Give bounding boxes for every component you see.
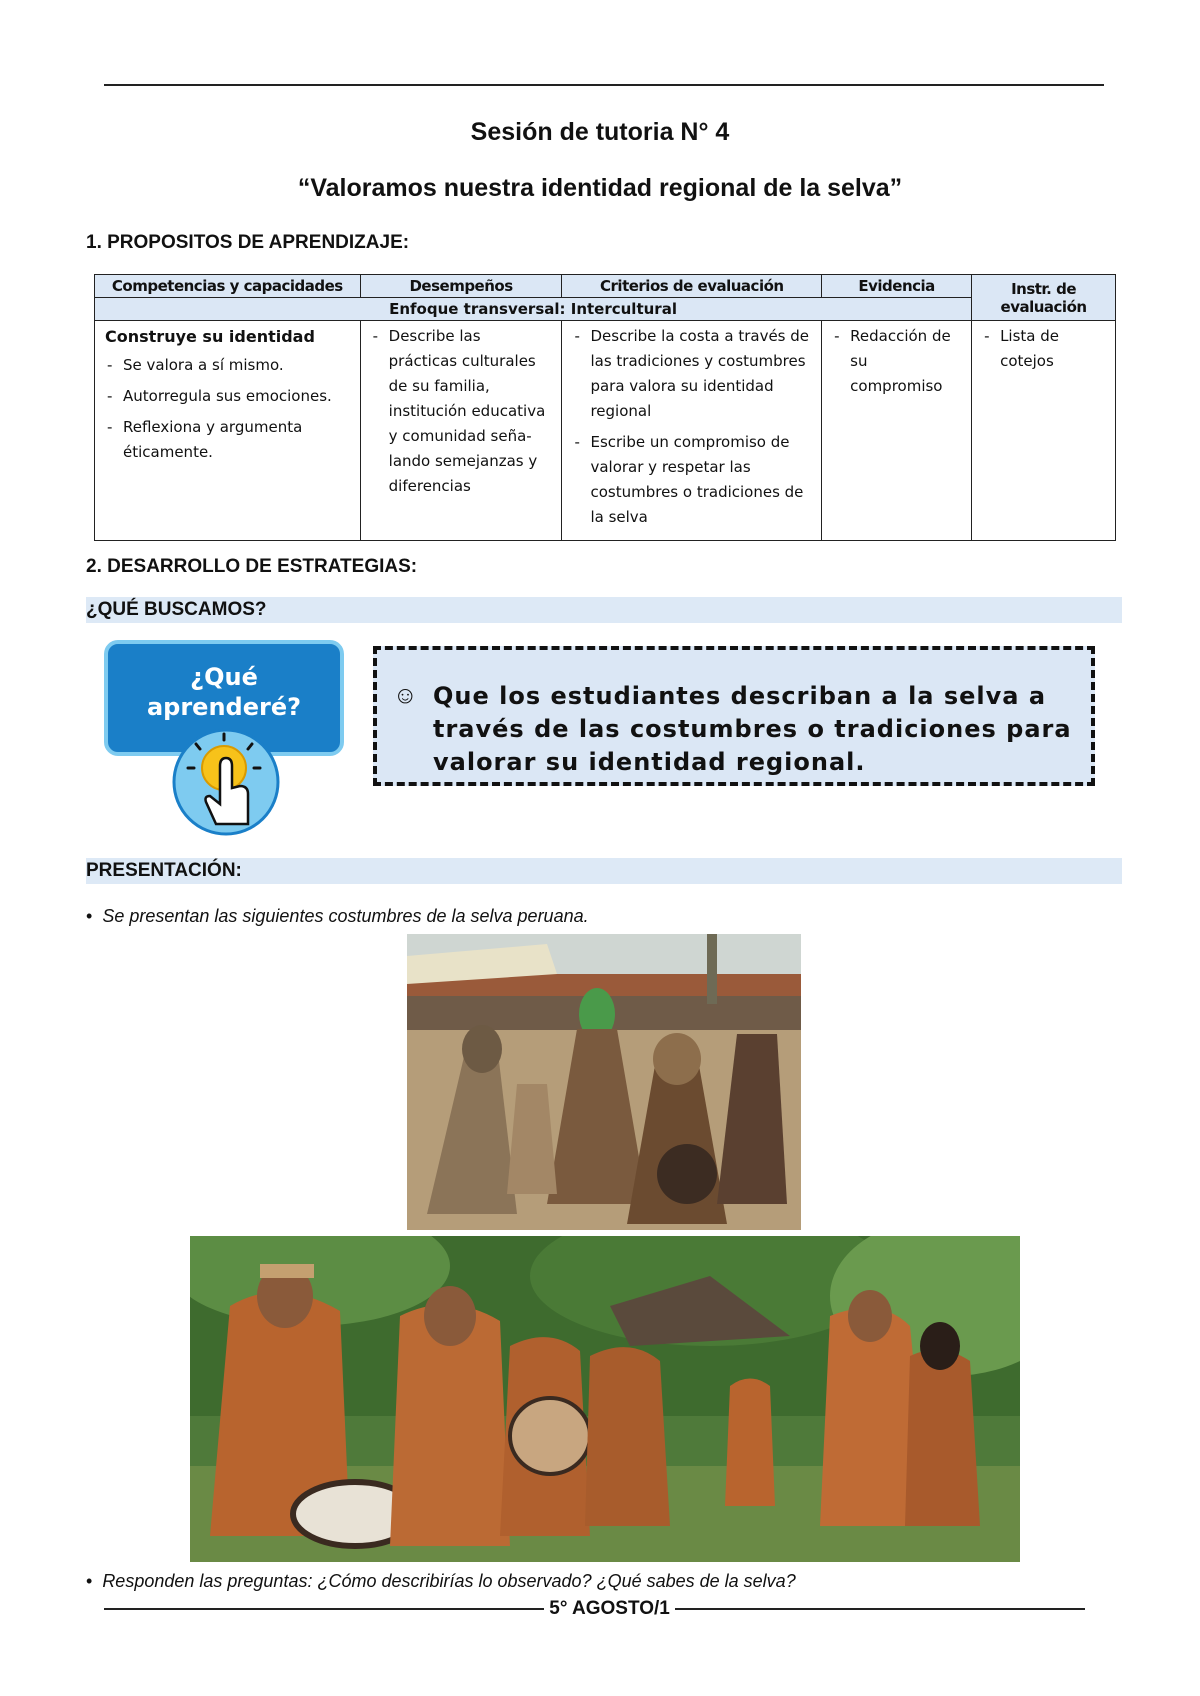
criterios-list xyxy=(572,324,813,530)
desempenos-list xyxy=(371,324,554,499)
list-item: - Autorregula sus emociones. xyxy=(105,384,352,409)
shipibo-musicians-photo xyxy=(190,1236,1020,1562)
list-item: - Describe las prácticas culturales de su familia, institución educativa y comunidad seña-lando semejanzas y diferencias xyxy=(371,324,554,499)
capacidades-list xyxy=(105,353,352,465)
smiley-icon: ☺ xyxy=(393,682,418,709)
table-header-row xyxy=(95,275,1116,298)
list-item: - Redacción de su compromiso xyxy=(832,324,963,399)
competencias-cell xyxy=(95,321,361,541)
list-item: - Se valora a sí mismo. xyxy=(105,353,352,378)
festival-dance-photo xyxy=(407,934,801,1230)
instrumento-cell xyxy=(972,321,1116,541)
section-heading-desarrollo: 2. DESARROLLO DE ESTRATEGIAS: xyxy=(86,556,418,577)
learning-goal-box xyxy=(373,646,1095,786)
competencia-title: Construye su identidad xyxy=(105,327,315,346)
evidencia-list xyxy=(832,324,963,399)
list-item: - Describe la costa a través de las tradiciones y costumbres para valora su identidad regional xyxy=(572,324,813,424)
criterios-cell xyxy=(562,321,822,541)
instrumento-list xyxy=(982,324,1107,374)
table-header: Criterios de evaluación xyxy=(562,275,822,298)
list-item: - Escribe un compromiso de valorar y respetar las costumbres o tradiciones de la selva xyxy=(572,430,813,530)
desempenos-cell xyxy=(360,321,562,541)
table-row xyxy=(95,321,1116,541)
band-que-buscamos xyxy=(86,597,1122,623)
badge-text xyxy=(108,662,340,722)
learning-purposes-table xyxy=(94,274,1116,541)
table-header: Competencias y capacidades xyxy=(95,275,361,298)
pointing-hand-icon xyxy=(168,726,288,836)
top-rule xyxy=(104,84,1104,86)
page-footer xyxy=(104,1598,1104,1620)
table-header: Desempeños xyxy=(360,275,562,298)
section-heading-propositos: 1. PROPOSITOS DE APRENDIZAJE: xyxy=(86,232,410,253)
footer-rule-left xyxy=(104,1608,544,1610)
badge-line: ¿Qué xyxy=(190,663,258,691)
table-header: Instr. de evaluación xyxy=(972,275,1116,321)
list-item: - Reflexiona y argumenta éticamente. xyxy=(105,415,352,465)
band-label: PRESENTACIÓN: xyxy=(86,860,242,881)
bullet-questions: • Responden las preguntas: ¿Cómo describirías lo observado? ¿Qué sabes de la selva? xyxy=(86,1571,796,1592)
learning-goal-text: Que los estudiantes describan a la selva a través de las costumbres o tradiciones para valorar su identidad regional. xyxy=(433,682,1072,776)
session-title: Sesión de tutoria N° 4 xyxy=(470,118,730,146)
list-item: - Lista de cotejos xyxy=(982,324,1107,374)
enfoque-transversal: Enfoque transversal: Intercultural xyxy=(95,298,972,321)
evidencia-cell xyxy=(822,321,972,541)
bullet-presentation: • Se presentan las siguientes costumbres de la selva peruana. xyxy=(86,906,589,927)
badge-line: aprenderé? xyxy=(146,693,302,721)
table-header: Evidencia xyxy=(822,275,972,298)
footer-label: 5° AGOSTO/1 xyxy=(549,1598,670,1619)
footer-rule-right xyxy=(675,1608,1085,1610)
table-enfoque-row xyxy=(95,298,1116,321)
band-presentacion xyxy=(86,858,1122,884)
session-subtitle: “Valoramos nuestra identidad regional de la selva” xyxy=(297,174,903,202)
band-label: ¿QUÉ BUSCAMOS? xyxy=(86,599,267,620)
